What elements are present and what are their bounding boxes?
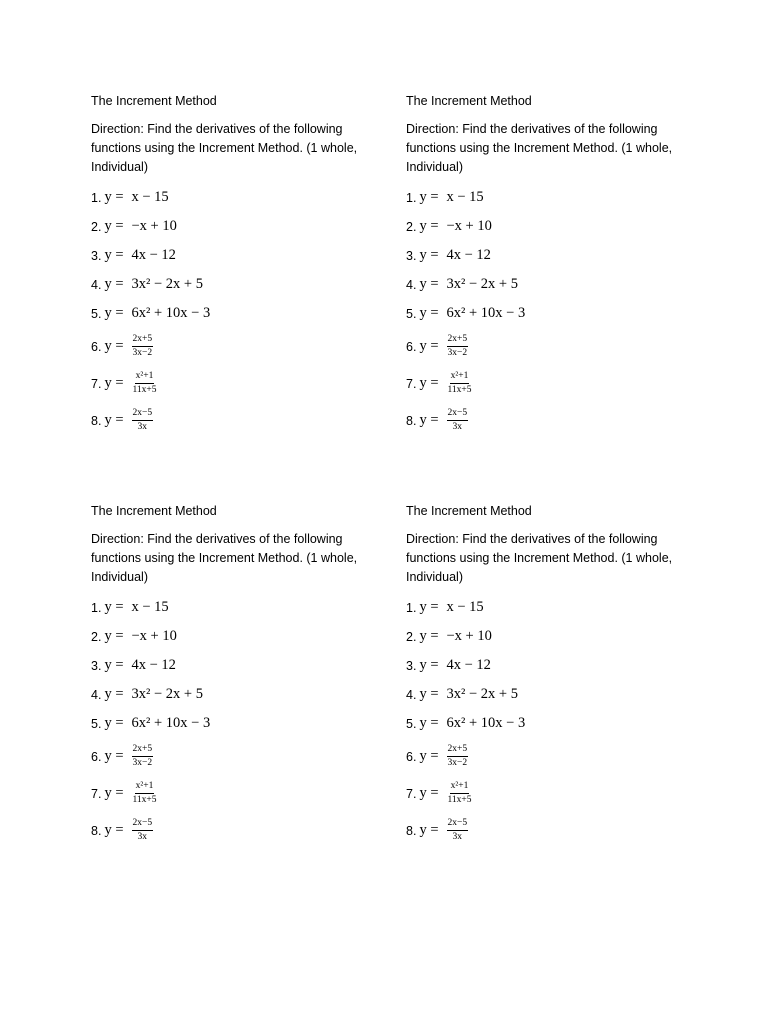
problem-number: 6.	[91, 749, 102, 764]
problem-lhs: y =	[104, 412, 124, 428]
fraction	[132, 781, 158, 806]
fraction	[132, 744, 154, 769]
problem-item	[406, 183, 696, 212]
problem-number: 5.	[91, 306, 102, 321]
fraction	[447, 334, 469, 359]
problem-item	[91, 183, 381, 212]
problem-list	[91, 183, 381, 439]
problem-item	[91, 212, 381, 241]
fraction-numerator: x²+1	[135, 781, 155, 794]
problem-lhs: y =	[419, 375, 439, 391]
fraction-denominator: 3x	[137, 832, 148, 842]
problem-item	[91, 812, 381, 849]
problem-item	[406, 622, 696, 651]
fraction-numerator: x²+1	[450, 371, 470, 384]
problem-lhs: y =	[419, 785, 439, 801]
problem-number: 4.	[91, 277, 102, 292]
fraction-numerator: 2x−5	[132, 408, 154, 421]
problem-rhs: −x + 10	[131, 628, 177, 644]
worksheet-direction: Direction: Find the derivatives of the following functions using the Increment Method. (1 whole, Individual)	[406, 532, 673, 584]
fraction	[447, 371, 473, 396]
problem-lhs: y =	[419, 628, 439, 644]
problem-lhs: y =	[104, 785, 124, 801]
worksheet-direction: Direction: Find the derivatives of the following functions using the Increment Method. (1 whole, Individual)	[91, 532, 358, 584]
problem-item	[406, 328, 696, 365]
problem-number: 5.	[406, 716, 417, 731]
problem-number: 7.	[91, 376, 102, 391]
problem-lhs: y =	[104, 218, 124, 234]
problem-number: 7.	[406, 786, 417, 801]
problem-item	[91, 709, 381, 738]
problem-number: 1.	[91, 190, 102, 205]
worksheet-title: The Increment Method	[91, 94, 217, 108]
problem-number: 2.	[91, 629, 102, 644]
problem-number: 2.	[91, 219, 102, 234]
problem-lhs: y =	[104, 189, 124, 205]
problem-rhs: x − 15	[131, 189, 169, 205]
problem-rhs: x − 15	[131, 599, 169, 615]
fraction	[132, 371, 158, 396]
problem-item	[406, 365, 696, 402]
worksheet-direction: Direction: Find the derivatives of the following functions using the Increment Method. (1 whole, Individual)	[406, 122, 673, 174]
problem-lhs: y =	[419, 599, 439, 615]
fraction-denominator: 3x	[137, 422, 148, 432]
problem-lhs: y =	[419, 657, 439, 673]
problem-item	[91, 651, 381, 680]
problem-item	[91, 270, 381, 299]
problem-rhs: 4x − 12	[131, 247, 176, 263]
fraction-numerator: 2x+5	[447, 334, 469, 347]
problem-item	[406, 709, 696, 738]
problem-lhs: y =	[419, 218, 439, 234]
problem-number: 8.	[406, 413, 417, 428]
problem-rhs: 6x² + 10x − 3	[131, 715, 211, 731]
problem-number: 6.	[91, 339, 102, 354]
problem-item	[91, 593, 381, 622]
problem-rhs: x − 15	[446, 599, 484, 615]
problem-lhs: y =	[419, 338, 439, 354]
problem-number: 8.	[406, 823, 417, 838]
fraction	[132, 818, 154, 843]
problem-item	[406, 593, 696, 622]
problem-item	[91, 775, 381, 812]
problem-lhs: y =	[104, 748, 124, 764]
problem-item	[91, 622, 381, 651]
fraction-denominator: 3x−2	[447, 348, 468, 358]
problem-lhs: y =	[104, 628, 124, 644]
fraction-denominator: 3x	[452, 832, 463, 842]
problem-number: 4.	[91, 687, 102, 702]
worksheet-direction: Direction: Find the derivatives of the following functions using the Increment Method. (1 whole, Individual)	[91, 122, 358, 174]
problem-item	[406, 299, 696, 328]
fraction-numerator: 2x+5	[132, 744, 154, 757]
problem-lhs: y =	[104, 822, 124, 838]
worksheet-top-left	[91, 92, 381, 439]
worksheet-top-right	[406, 92, 696, 439]
problem-rhs: 3x² − 2x + 5	[446, 276, 518, 292]
problem-lhs: y =	[419, 748, 439, 764]
problem-number: 8.	[91, 413, 102, 428]
worksheet-bottom-left	[91, 502, 381, 849]
problem-item	[406, 270, 696, 299]
problem-rhs: 6x² + 10x − 3	[446, 715, 526, 731]
problem-lhs: y =	[419, 276, 439, 292]
problem-lhs: y =	[104, 305, 124, 321]
fraction-numerator: 2x−5	[132, 818, 154, 831]
problem-lhs: y =	[419, 412, 439, 428]
worksheet-bottom-right	[406, 502, 696, 849]
problem-rhs: 3x² − 2x + 5	[446, 686, 518, 702]
problem-number: 2.	[406, 629, 417, 644]
problem-rhs: −x + 10	[446, 218, 492, 234]
worksheet-title: The Increment Method	[406, 94, 532, 108]
problem-item	[91, 299, 381, 328]
fraction-denominator: 3x−2	[132, 348, 153, 358]
fraction-denominator: 11x+5	[447, 385, 472, 395]
problem-number: 1.	[406, 190, 417, 205]
problem-rhs: x − 15	[446, 189, 484, 205]
problem-lhs: y =	[104, 338, 124, 354]
problem-item	[406, 241, 696, 270]
problem-rhs: 4x − 12	[446, 247, 491, 263]
fraction	[132, 408, 154, 433]
problem-item	[91, 738, 381, 775]
problem-list	[91, 593, 381, 849]
problem-rhs: −x + 10	[446, 628, 492, 644]
problem-item	[406, 680, 696, 709]
worksheet-title: The Increment Method	[91, 504, 217, 518]
problem-lhs: y =	[104, 247, 124, 263]
problem-item	[91, 328, 381, 365]
problem-item	[406, 738, 696, 775]
problem-item	[91, 365, 381, 402]
problem-lhs: y =	[419, 189, 439, 205]
problem-number: 7.	[406, 376, 417, 391]
problem-number: 1.	[91, 600, 102, 615]
problem-rhs: 4x − 12	[446, 657, 491, 673]
problem-lhs: y =	[419, 247, 439, 263]
problem-list	[406, 593, 696, 849]
problem-item	[91, 241, 381, 270]
problem-item	[406, 402, 696, 439]
problem-number: 3.	[91, 658, 102, 673]
problem-item	[406, 651, 696, 680]
problem-rhs: −x + 10	[131, 218, 177, 234]
problem-number: 4.	[406, 277, 417, 292]
problem-number: 3.	[406, 248, 417, 263]
fraction-denominator: 3x−2	[447, 758, 468, 768]
problem-item	[406, 212, 696, 241]
problem-rhs: 6x² + 10x − 3	[131, 305, 211, 321]
problem-lhs: y =	[104, 276, 124, 292]
fraction	[447, 781, 473, 806]
problem-rhs: 3x² − 2x + 5	[131, 276, 203, 292]
problem-list	[406, 183, 696, 439]
problem-rhs: 3x² − 2x + 5	[131, 686, 203, 702]
fraction-denominator: 11x+5	[132, 795, 157, 805]
problem-number: 7.	[91, 786, 102, 801]
problem-number: 3.	[406, 658, 417, 673]
problem-rhs: 6x² + 10x − 3	[446, 305, 526, 321]
fraction	[447, 818, 469, 843]
fraction	[132, 334, 154, 359]
problem-number: 3.	[91, 248, 102, 263]
problem-lhs: y =	[104, 375, 124, 391]
problem-lhs: y =	[104, 657, 124, 673]
fraction-denominator: 11x+5	[447, 795, 472, 805]
fraction	[447, 744, 469, 769]
problem-item	[406, 775, 696, 812]
problem-lhs: y =	[419, 686, 439, 702]
fraction-denominator: 3x−2	[132, 758, 153, 768]
fraction-denominator: 3x	[452, 422, 463, 432]
worksheet-title: The Increment Method	[406, 504, 532, 518]
problem-lhs: y =	[419, 305, 439, 321]
problem-rhs: 4x − 12	[131, 657, 176, 673]
fraction-numerator: x²+1	[450, 781, 470, 794]
problem-number: 6.	[406, 339, 417, 354]
problem-item	[91, 680, 381, 709]
problem-number: 6.	[406, 749, 417, 764]
problem-number: 4.	[406, 687, 417, 702]
problem-number: 8.	[91, 823, 102, 838]
fraction-denominator: 11x+5	[132, 385, 157, 395]
problem-number: 5.	[406, 306, 417, 321]
problem-number: 1.	[406, 600, 417, 615]
problem-number: 5.	[91, 716, 102, 731]
fraction	[447, 408, 469, 433]
fraction-numerator: 2x+5	[447, 744, 469, 757]
problem-item	[406, 812, 696, 849]
fraction-numerator: x²+1	[135, 371, 155, 384]
problem-item	[91, 402, 381, 439]
problem-lhs: y =	[419, 822, 439, 838]
problem-lhs: y =	[104, 599, 124, 615]
fraction-numerator: 2x+5	[132, 334, 154, 347]
problem-number: 2.	[406, 219, 417, 234]
problem-lhs: y =	[419, 715, 439, 731]
fraction-numerator: 2x−5	[447, 408, 469, 421]
problem-lhs: y =	[104, 686, 124, 702]
fraction-numerator: 2x−5	[447, 818, 469, 831]
problem-lhs: y =	[104, 715, 124, 731]
